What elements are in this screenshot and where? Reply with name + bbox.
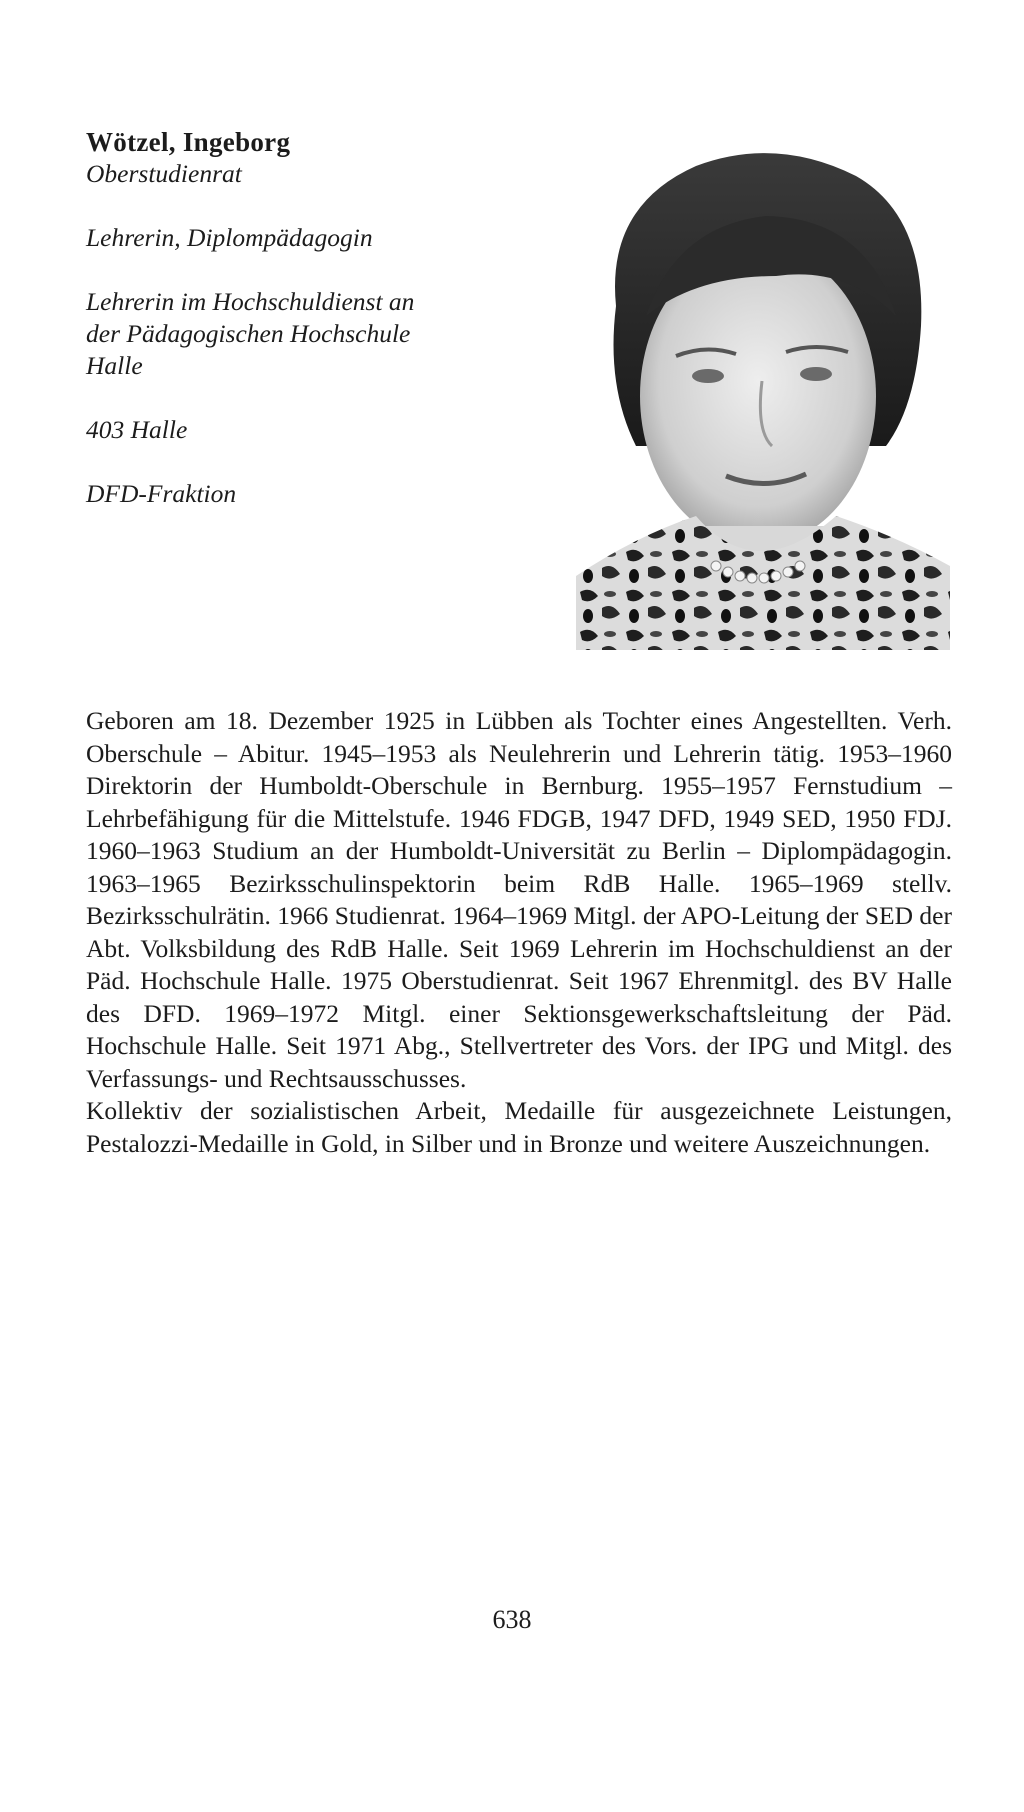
position-line: Halle	[86, 351, 143, 380]
person-title: Oberstudienrat	[86, 159, 242, 188]
entry-header	[86, 126, 556, 510]
position-line: Lehrerin im Hochschuldienst an	[86, 287, 415, 316]
person-position	[86, 286, 556, 382]
position-line: der Pädagogischen Hochschule	[86, 319, 411, 348]
person-name: Wötzel, Ingeborg	[86, 127, 291, 157]
biography	[86, 705, 952, 1160]
person-location: 403 Halle	[86, 415, 188, 444]
biography-paragraph: Geboren am 18. Dezember 1925 in Lübben als Tochter eines Angestellten. Verh. Oberschule – Abitur. 1945–1953 als Neulehrerin und Lehrerin tätig. 1953–1960 Direktorin der Humboldt-Oberschule in Bernburg. 1955–1957 Fernstudium – Lehrbefähigung für die Mittelstufe. 1946 FDGB, 1947 DFD, 1949 SED, 1950 FDJ. 1960–1963 Studium an der Humboldt-Universität zu Berlin – Diplompädagogin. 1963–1965 Bezirksschulinspektorin beim RdB Halle. 1965–1969 stellv. Bezirksschulrätin. 1966 Studienrat. 1964–1969 Mitgl. der APO-Leitung der SED der Abt. Volksbildung des RdB Halle. Seit 1969 Lehrerin im Hochschuldienst an der Päd. Hochschule Halle. 1975 Oberstudienrat. Seit 1967 Ehrenmitgl. des BV Halle des DFD. 1969–1972 Mitgl. einer Sektionsgewerkschaftsleitung der Päd. Hochschule Halle. Seit 1971 Abg., Stellvertreter des Vors. der IPG und Mitgl. des Verfassungs- und Rechtsausschusses.	[86, 706, 952, 1093]
person-faction: DFD-Fraktion	[86, 479, 237, 508]
page-number: 638	[492, 1605, 532, 1634]
person-profession: Lehrerin, Diplompädagogin	[86, 223, 373, 252]
portrait-photo	[576, 146, 950, 650]
awards-paragraph: Kollektiv der sozialistischen Arbeit, Medaille für ausgezeichnete Leistungen, Pestalozzi-Medaille in Gold, in Silber und in Bronze und weitere Auszeichnungen.	[86, 1096, 952, 1158]
